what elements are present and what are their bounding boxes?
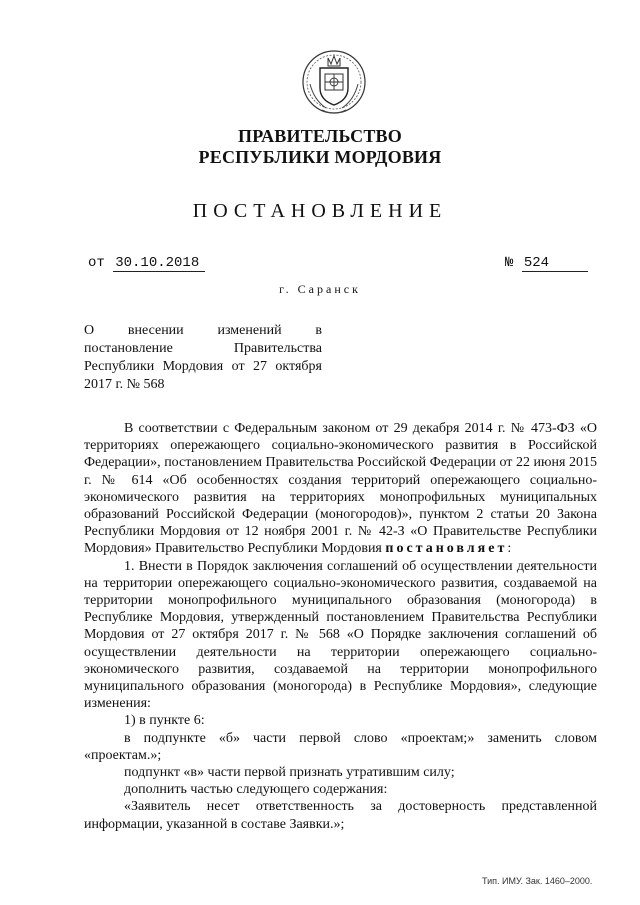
- paragraph-preamble: [84, 420, 597, 558]
- document-number: 524: [522, 255, 588, 272]
- government-title-line2: РЕСПУБЛИКИ МОРДОВИЯ: [198, 147, 442, 167]
- document-subject: О внесении изменений в постановление Правительства Республики Мордовия от 27 октября 2017 г. № 568: [84, 323, 322, 392]
- preamble-end: :: [507, 541, 512, 557]
- paragraph-subitem-1: 1) в пункте 6:: [124, 713, 205, 729]
- print-footer: Тип. ИМУ. Зак. 1460–2000.: [482, 876, 593, 886]
- decree-keyword: постановляет: [385, 541, 508, 557]
- paragraph-change-3: дополнить частью следующего содержания:: [124, 782, 388, 798]
- paragraph-change-1: в подпункте «б» части первой слово «проектам;» заменить словом «проектам.»;: [84, 730, 597, 763]
- document-type: ПОСТАНОВЛЕНИЕ: [192, 200, 448, 222]
- preamble-text: В соответствии с Федеральным законом от 29 декабря 2014 г. № 473-ФЗ «О территориях опережающего социально-экономического развития в Российской Федерации», постановлением Правительства Российской Федерации от 22 июня 2015 г. № 614 «Об особенностях создания территорий опережающего социально-экономического развития на территориях монопрофильных муниципальных образований Российской Федерации (моногородов)», пунктом 2 статьи 20 Закона Республики Мордовия от 12 ноября 2001 г. № 42-З «О Правительстве Республики Мордовия» Правительство Республики Мордовия: [84, 421, 597, 557]
- date-prefix: от: [88, 255, 105, 271]
- paragraph-item-1: 1. Внести в Порядок заключения соглашений об осуществлении деятельности на территории опережающего социально-экономического развития, создаваемой на территории монопрофильного муниципального образования (моногорода) в Республике Мордовия, утвержденный постановлением Правительства Республики Мордовия от 27 октября 2017 г. № 568 «О Порядке заключения соглашений об осуществлении деятельности на территории опережающего социально-экономического развития, создаваемой на территории монопрофильного муниципального образования (моногорода) в Республике Мордовия», следующие изменения:: [84, 558, 597, 712]
- paragraph-change-2: подпункт «в» части первой признать утратившим силу;: [124, 765, 455, 781]
- coat-of-arms-icon: [300, 44, 368, 120]
- document-date: 30.10.2018: [113, 255, 205, 272]
- document-body: [84, 420, 597, 833]
- number-line: [505, 255, 588, 272]
- number-prefix: №: [505, 255, 514, 271]
- government-title-line1: ПРАВИТЕЛЬСТВО: [238, 126, 402, 146]
- paragraph-quote: «Заявитель несет ответственность за достоверность представленной информации, указанной в составе Заявки.»;: [84, 799, 597, 832]
- date-line: [88, 255, 205, 272]
- city: г. Саранск: [279, 282, 361, 296]
